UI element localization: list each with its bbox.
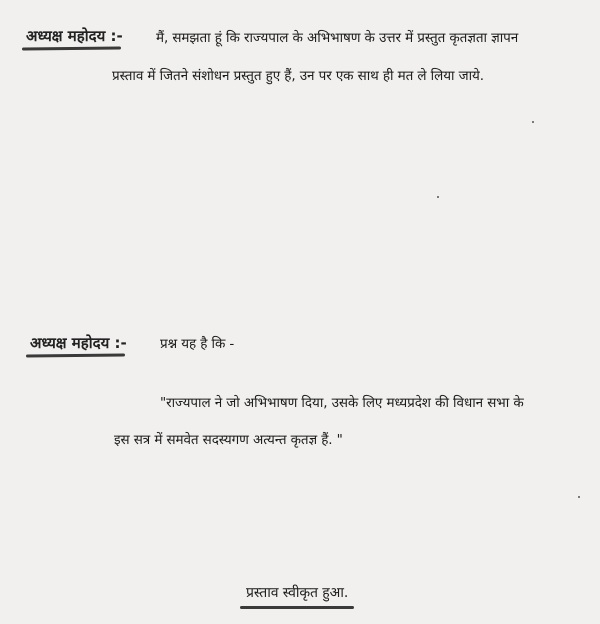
scan-speck [532, 121, 534, 123]
speaker-text-2: अध्यक्ष महोदय :- [30, 334, 127, 352]
scan-speck [437, 196, 439, 198]
speaker-label-2 [30, 333, 127, 353]
block-2-line-1: प्रश्न यह है कि - [160, 336, 235, 352]
speaker-label-1 [26, 26, 123, 46]
speaker-underline-2 [26, 353, 125, 357]
block-2-line-3: इस सत्र में समवेत सदस्यगण अत्यन्त कृतज्ञ हैं. " [114, 432, 343, 448]
block-1-line-2: प्रस्ताव में जितने संशोधन प्रस्तुत हुए हैं, उन पर एक साथ ही मत ले लिया जाये. [112, 68, 484, 84]
speaker-text-1: अध्यक्ष महोदय :- [26, 27, 123, 45]
result-text [246, 583, 348, 602]
scan-speck [578, 496, 580, 498]
speaker-underline-1 [22, 46, 121, 50]
result-underline [240, 606, 354, 609]
result-label: प्रस्ताव स्वीकृत हुआ. [246, 585, 349, 601]
block-1-line-1: मैं, समझता हूं कि राज्यपाल के अभिभाषण के उत्तर में प्रस्तुत कृतज्ञता ज्ञापन [156, 30, 519, 46]
block-2-line-2: "राज्यपाल ने जो अभिभाषण दिया, उसके लिए मध्यप्रदेश की विधान सभा के [160, 395, 524, 411]
